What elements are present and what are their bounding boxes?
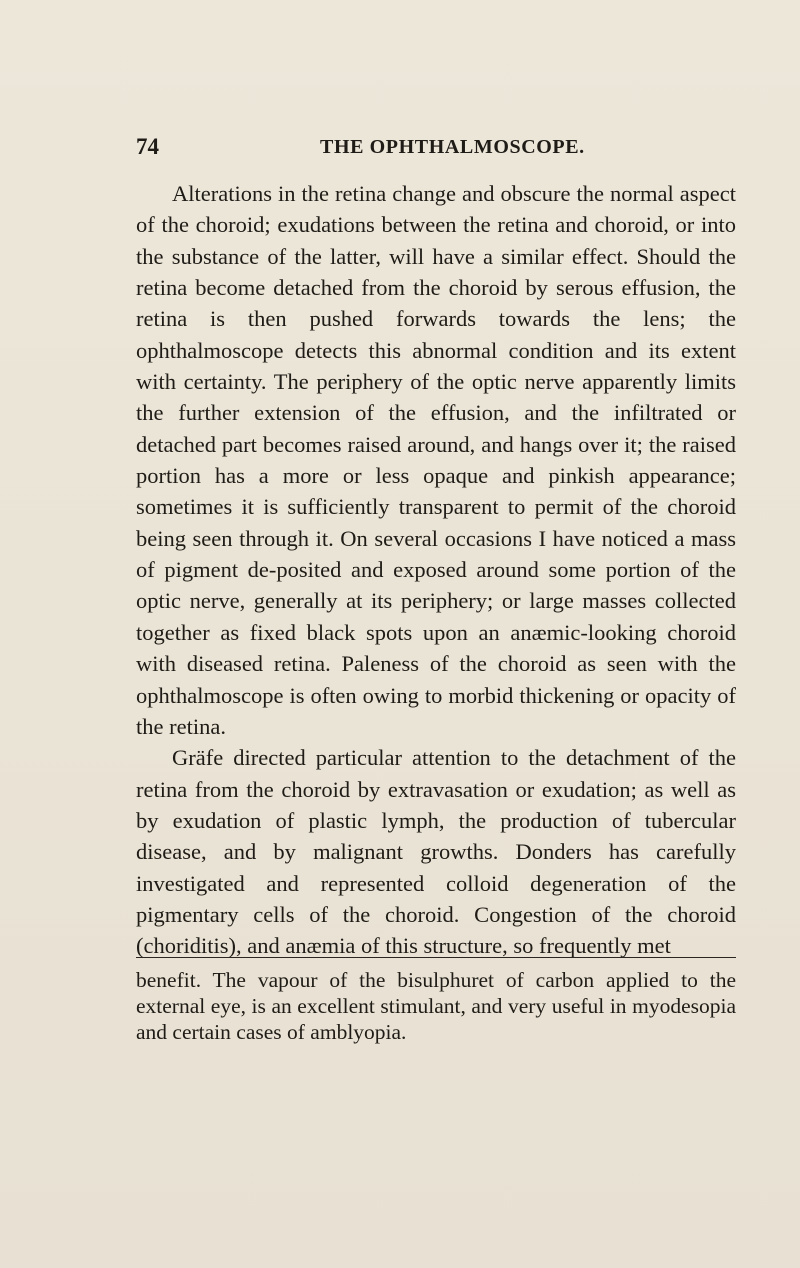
footnote xyxy=(136,967,736,1045)
paragraph: Alterations in the retina change and obscure the normal aspect of the choroid; exudations between the retina and choroid, or into the substance of the latter, will have a similar effect. Should the retina become detached from the choroid by serous effusion, the retina is then pushed forwards towards the lens; the ophthalmoscope detects this abnormal condition and its extent with certainty. The periphery of the optic nerve apparently limits the further extension of the effusion, and the infiltrated or detached part becomes raised around, and hangs over it; the raised portion has a more or less opaque and pinkish appearance; sometimes it is sufficiently transparent to permit of the choroid being seen through it. On several occasions I have noticed a mass of pigment de-posited and exposed around some portion of the optic nerve, generally at its periphery; or large masses collected together as fixed black spots upon an anæmic-looking choroid with diseased retina. Paleness of the choroid as seen with the ophthalmoscope is often owing to morbid thickening or opacity of the retina. xyxy=(136,181,736,739)
footnote-text: benefit. The vapour of the bisulphuret of carbon applied to the external eye, is an excellent stimulant, and very useful in myodesopia and certain cases of amblyopia. xyxy=(136,968,736,1044)
paragraph: Gräfe directed particular attention to the detachment of the retina from the choroid by extravasation or exudation; as well as by exudation of plastic lymph, the production of tubercular disease, and by malignant growths. Donders has carefully investigated and represented colloid degeneration of the pigmentary cells of the choroid. Congestion of the choroid (choriditis), and anæmia of this structure, so frequently met xyxy=(136,745,736,959)
running-head: THE OPHTHALMOSCOPE. xyxy=(320,136,585,158)
page-number: 74 xyxy=(136,134,159,159)
page-header xyxy=(136,134,736,164)
body-text xyxy=(136,178,736,962)
footnote-rule xyxy=(136,957,736,958)
